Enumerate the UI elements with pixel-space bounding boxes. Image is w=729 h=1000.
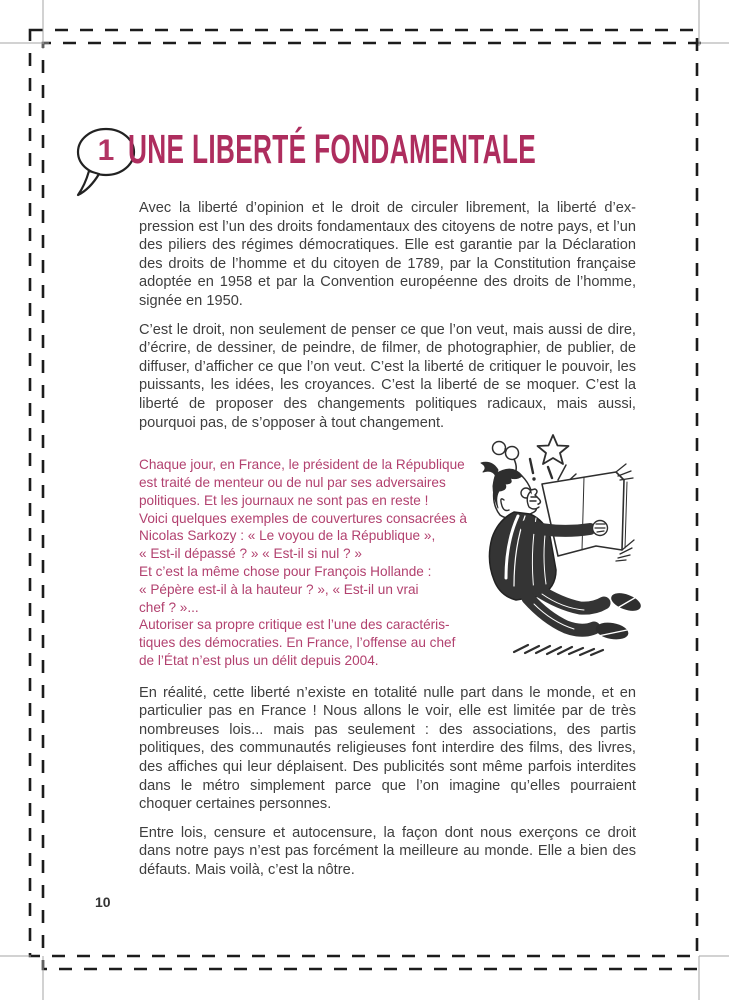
content-column [139,199,636,890]
newspaper-reader-cartoon [467,428,659,666]
body-paragraph-1: Avec la liberté d’opinion et le droit de circuler librement, la liberté d’expression est l’un des droits fondamentaux des citoyens de notre pays, et l’un des piliers des régimes démocratiques. Elle est garantie par la Déclaration des droits de l’homme et du citoyen de 1789, par la Constitution française adoptée en 1958 et par la Convention européenne des droits de l’homme, signée en 1950. [139,200,636,309]
chapter-number: 1 [97,134,115,167]
note-line-3: Et c’est la même chose pour François Hollande : « Pépère est-il à la hauteur ? », « Est-il un vrai chef ? »... [139,563,432,615]
note-line-1: Chaque jour, en France, le président de la République est traité de menteur ou de nul par ses adversaires politiques. Et les journaux ne sont pas en reste ! [139,457,465,508]
newspaper [542,464,634,561]
surprise-star-icon [538,435,569,464]
chapter-title: UNE LIBERTÉ FONDAMENTALE [128,126,537,172]
legs-and-shoes [528,590,642,641]
ground-hatch [514,645,603,655]
page-number: 10 [95,894,111,910]
body-paragraph-2: C’est le droit, non seulement de penser ce que l’on veut, mais aussi de dire, d’écrire, de dessiner, de peindre, de filmer, de photographier, de publier, de diffuser, d’afficher ce que l’on veut. C’est la liberté de critiquer le pouvoir, les puissants, les idées, les croyances. C’est la liberté de se moquer. C’est la liberté de proposer des changements politiques radicaux, mais aussi, pourquoi pas, de s’opposer à tout changement. [139,321,636,431]
body-paragraph-4: Entre lois, censure et autocensure, la façon dont nous exerçons ce droit dans notre pays n’est pas forcément la meilleure au monde. Elle a bien des défauts. Mais voilà, c’est la nôtre. [139,824,636,879]
note-and-illustration-row [139,456,636,670]
note-line-4: Autoriser sa propre critique est l’une des caractéristiques des démocraties. En France, l’offense au chef de l’État n’est plus un délit depuis 2004. [139,617,456,668]
body-paragraph-3: En réalité, cette liberté n’existe en totalité nulle part dans le monde, et en particulier pas en France ! Nous allons le voir, elle est limitée par de très nombreuses lois... mais pas seulement : des associations, des partis politiques, des communautés religieuses font interdire des films, des livres, des affiches qui leur déplaisent. Des publicités sont même parfois interdites dans le métro simplement parce que l’on imagine qu’elles pourraient choquer certaines personnes. [139,684,636,813]
note-line-2: Voici quelques exemples de couvertures consacrées à Nicolas Sarkozy : « Le voyou de la République », « Est-il dépassé ? » « Est-il si nul ? » [139,510,467,562]
margin-note [139,456,467,670]
